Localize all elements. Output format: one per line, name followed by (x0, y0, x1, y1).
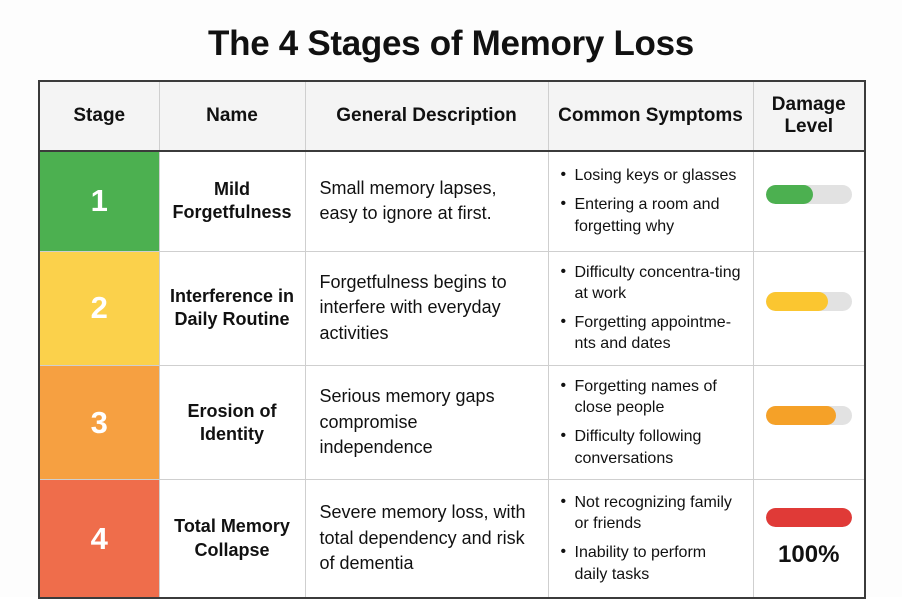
damage-bar-track (766, 406, 852, 425)
symptom-item: • Entering a room and forgetting why (573, 194, 743, 237)
table-row (39, 151, 865, 251)
stage-name-cell: Total Memory Collapse (159, 480, 305, 598)
stage-damage-cell (753, 365, 865, 479)
stage-symptoms-cell (548, 151, 753, 251)
damage-percent-label: 100% (778, 541, 840, 568)
symptom-item: • Difficulty concentra-ting at work (573, 262, 743, 305)
symptom-item: • Difficulty following conversations (573, 426, 743, 469)
table-body (39, 151, 865, 598)
stage-name-cell: Mild Forgetfulness (159, 151, 305, 251)
symptom-list (557, 376, 743, 469)
table-header (39, 81, 865, 151)
stage-damage-cell (753, 480, 865, 598)
table-row (39, 480, 865, 598)
symptom-list (557, 165, 743, 237)
symptom-item: • Forgetting appointme-nts and dates (573, 312, 743, 355)
damage-bar-fill (766, 185, 813, 204)
damage-bar-fill (766, 406, 837, 425)
symptom-item: • Losing keys or glasses (573, 165, 743, 187)
damage-bar-fill (766, 292, 828, 311)
stage-symptoms-cell (548, 480, 753, 598)
stage-number-cell: 3 (39, 365, 159, 479)
stage-symptoms-cell (548, 251, 753, 365)
stage-number-cell: 1 (39, 151, 159, 251)
stage-description-cell: Forgetfulness begins to interfere with everyday activities (305, 251, 548, 365)
table-row (39, 365, 865, 479)
header-row (39, 81, 865, 151)
stage-description-cell: Small memory lapses, easy to ignore at first. (305, 151, 548, 251)
stage-symptoms-cell (548, 365, 753, 479)
table-row (39, 251, 865, 365)
symptom-list (557, 262, 743, 355)
damage-bar-fill (766, 508, 852, 527)
page-title: The 4 Stages of Memory Loss (208, 24, 694, 63)
damage-bar-track (766, 292, 852, 311)
stage-number-cell: 4 (39, 480, 159, 598)
damage-bar-track (766, 185, 852, 204)
symptom-list (557, 492, 743, 585)
column-header-stage: Stage (39, 81, 159, 151)
stage-number-cell: 2 (39, 251, 159, 365)
symptom-item: • Forgetting names of close people (573, 376, 743, 419)
column-header-name: Name (159, 81, 305, 151)
stage-name-cell: Erosion of Identity (159, 365, 305, 479)
stage-description-cell: Serious memory gaps compromise independence (305, 365, 548, 479)
stage-description-cell: Severe memory loss, with total dependency and risk of dementia (305, 480, 548, 598)
column-header-symptoms: Common Symptoms (548, 81, 753, 151)
stage-name-cell: Interference in Daily Routine (159, 251, 305, 365)
stage-damage-cell (753, 251, 865, 365)
column-header-damage-level: Damage Level (753, 81, 865, 151)
column-header-description: General Description (305, 81, 548, 151)
stage-damage-cell (753, 151, 865, 251)
stages-table (38, 80, 866, 599)
symptom-item: • Not recognizing family or friends (573, 492, 743, 535)
damage-bar-track (766, 508, 852, 527)
symptom-item: • Inability to perform daily tasks (573, 542, 743, 585)
